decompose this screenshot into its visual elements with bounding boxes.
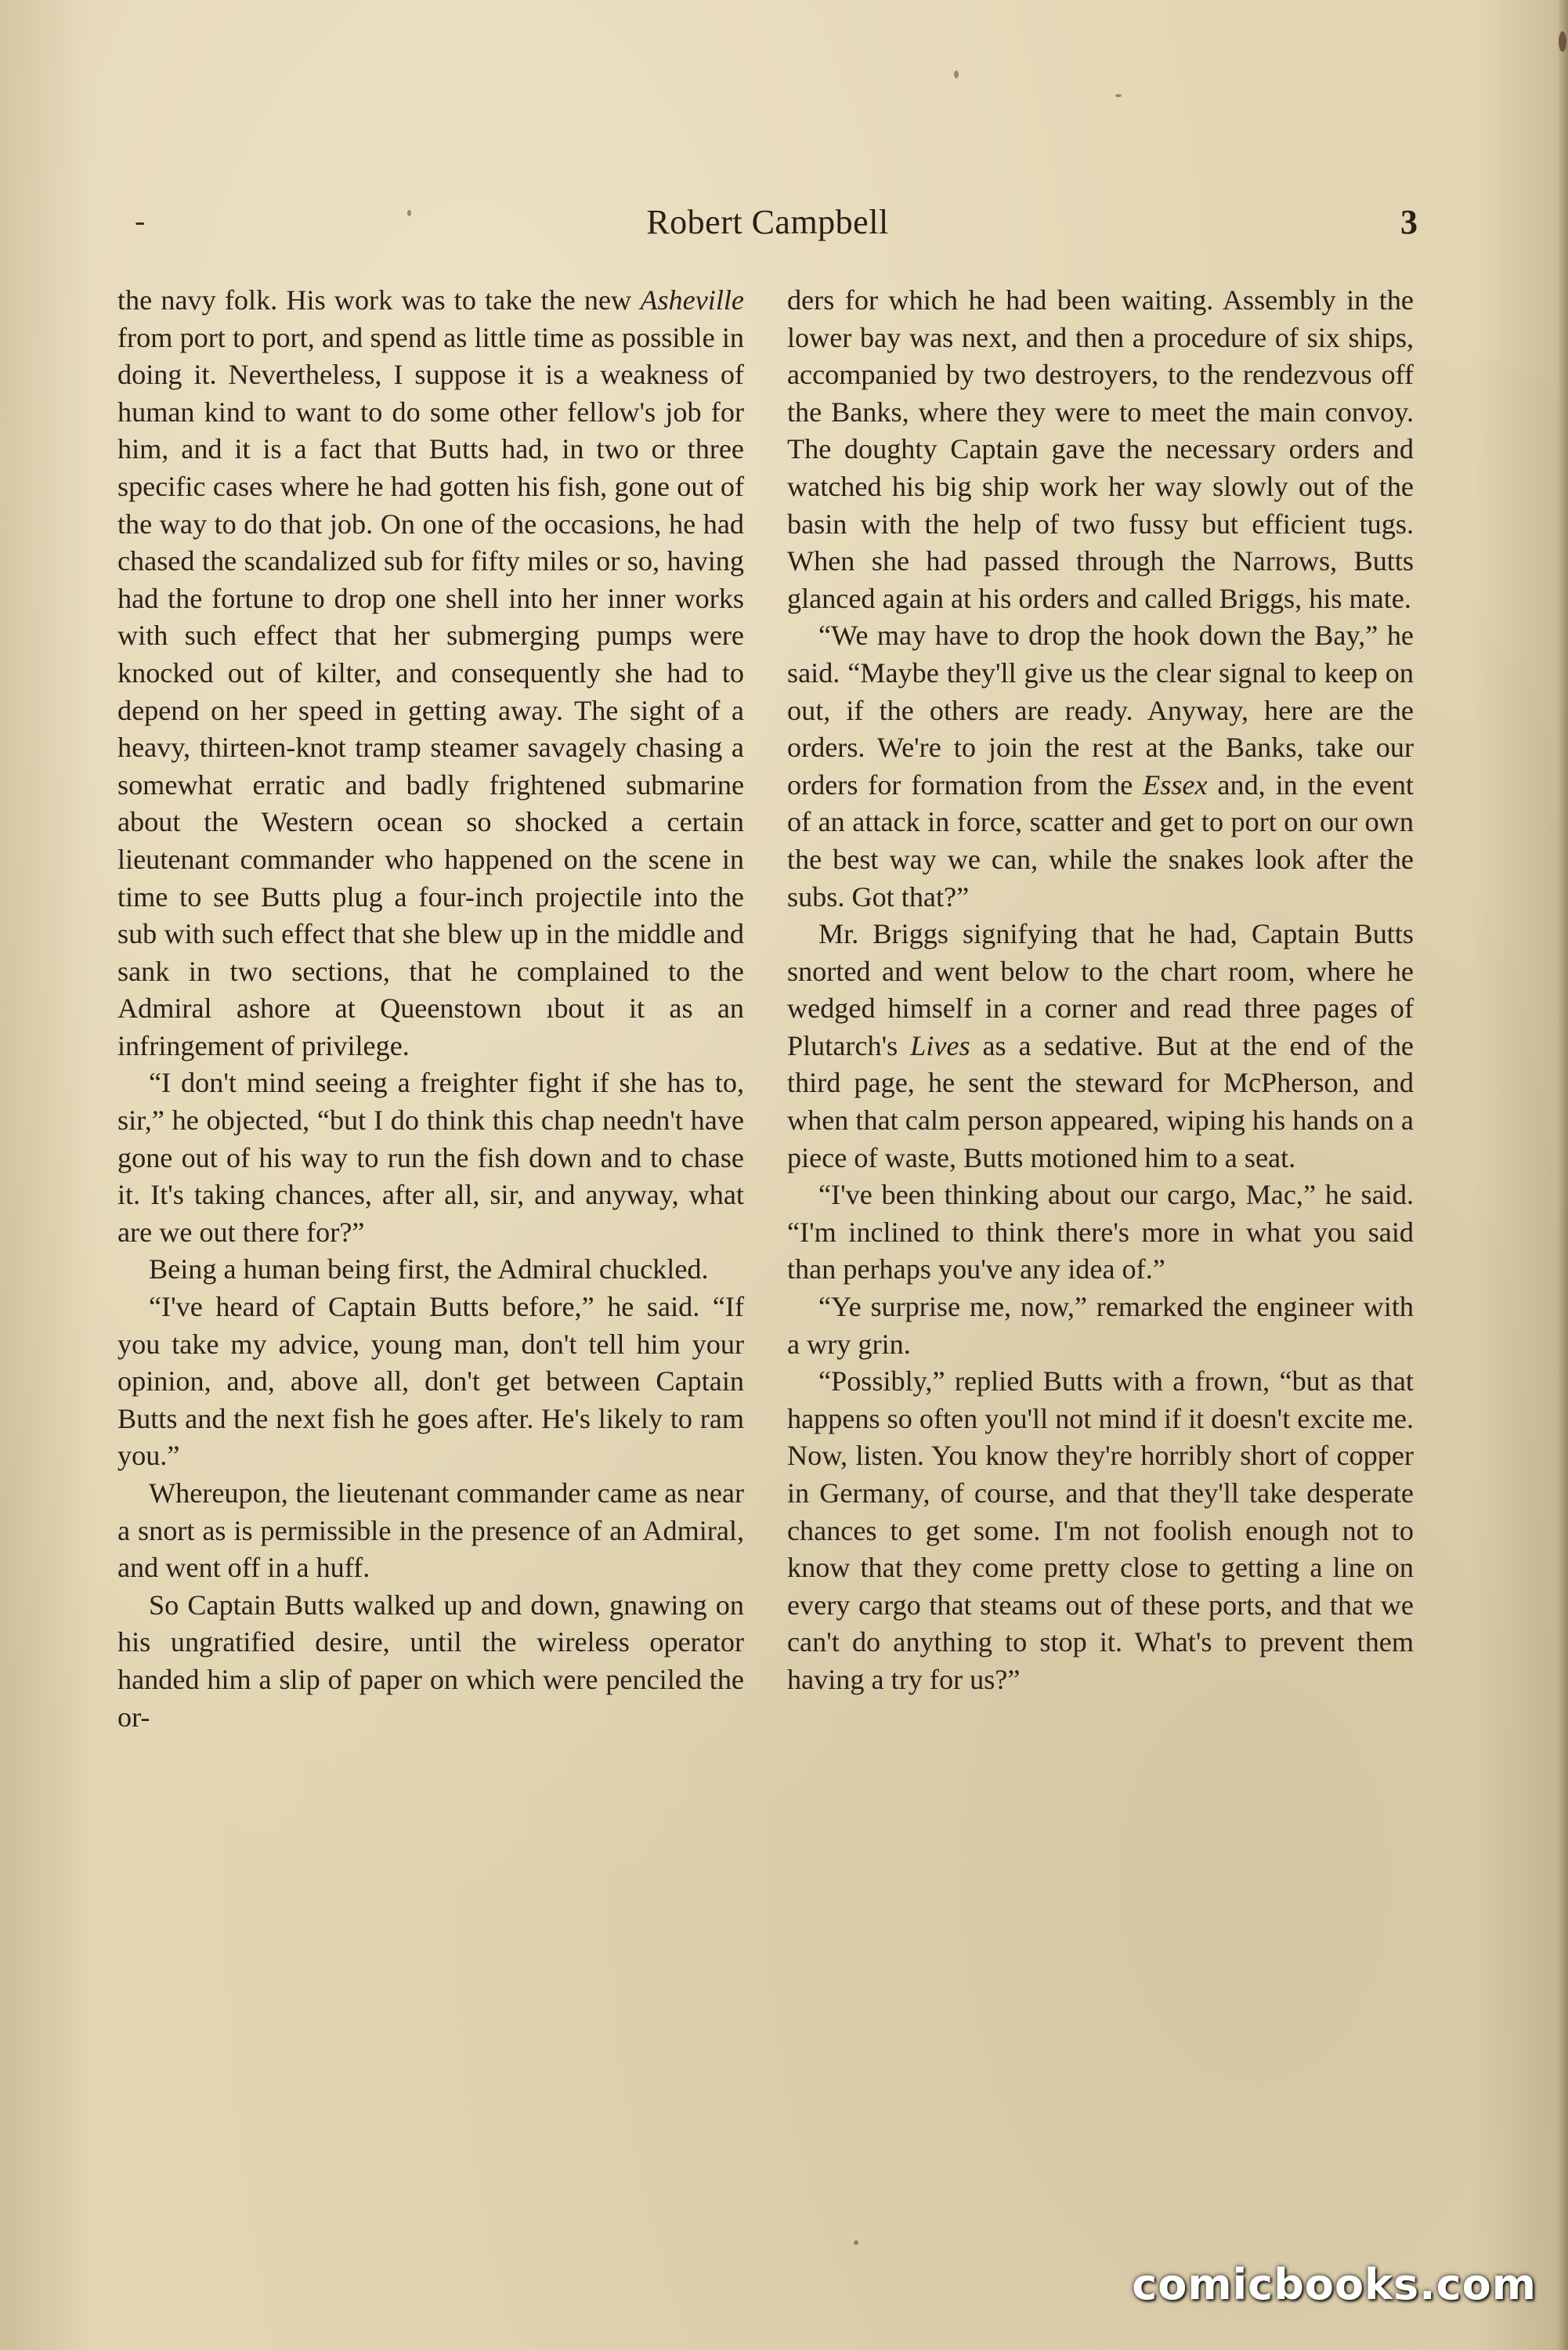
paper-speck (1559, 31, 1566, 52)
running-head-title: Robert Campbell (646, 203, 889, 241)
paragraph: “Possibly,” replied Butts with a frown, “but as that happens so often you'll not mind if it doesn't excite me. Now, listen. You know they're horribly short of copper in Germany, of course, and that they'll take desperate chances to get some. I'm not foolish enough not to know that they come pretty close to getting a line on every cargo that steams out of these ports, and that we can't do anything to stop it. What's to prevent them having a try for us?” (787, 1365, 1414, 1695)
italic-title: Essex (1143, 768, 1208, 801)
paragraph: “I've been thinking about our cargo, Mac,” he said. “I'm inclined to think there's more in what you said than perhaps you've any idea of.” (787, 1179, 1414, 1285)
header-mark: - (135, 203, 146, 238)
left-text-column (117, 282, 744, 1736)
paragraph: the navy folk. His work was to take the new Asheville from port to port, and spend as little time as possible in doing it. Nevertheless, I suppose it is a weakness of human kind to want to do some other fellow's job for him, and it is a fact that Butts had, in two or three specific cases where he had gotten his fish, gone out of the way to do that job. On one of the occasions, he had chased the scandalized sub for fifty miles or so, having had the fortune to drop one shell into her inner works with such effect that her submerging pumps were knocked out of kilter, and consequently she had to depend on her speed in getting away. The sight of a heavy, thirteen-knot tramp steamer savagely chasing a somewhat erratic and badly frightened submarine about the Western ocean so shocked a certain lieutenant commander who happened on the scene in time to see Butts plug a four-inch projectile into the sub with such effect that she blew up in the middle and sank in two sections, that he complained to the Admiral ashore at Queenstown ıbout it as an infringement of privilege. (117, 284, 744, 1061)
paragraph: Mr. Briggs signifying that he had, Captain Butts snorted and went below to the chart room, where he wedged himself in a corner and read three pages of Plutarch's Lives as a sedative. But at the end of the third page, he sent the steward for McPherson, and when that calm person appeared, wiping his hands on a piece of waste, Butts motioned him to a seat. (787, 918, 1414, 1173)
italic-title: Lives (910, 1029, 970, 1061)
page-edge-shadow (1557, 0, 1568, 2350)
right-text-column (787, 282, 1414, 1699)
page-number: 3 (1400, 203, 1418, 241)
italic-title: Asheville (640, 284, 744, 316)
paper-speck (854, 2240, 858, 2245)
paper-speck (407, 210, 411, 216)
paragraph: “I don't mind seeing a freighter fight if she has to, sir,” he objected, “but I do think this chap needn't have gone out of his way to run the fish down and to chase it. It's taking chances, after all, sir, and anyway, what are we out there for?” (117, 1067, 744, 1248)
paragraph: Whereupon, the lieutenant commander came as near a snort as is permissible in the presence of an Admiral, and went off in a huff. (117, 1477, 744, 1584)
running-header (117, 202, 1418, 249)
site-watermark: comicbooks.com (1132, 2260, 1537, 2309)
paper-speck (1115, 94, 1122, 97)
paper-speck (954, 70, 959, 78)
paragraph: Being a human being first, the Admiral chuckled. (149, 1253, 709, 1285)
paragraph: So Captain Butts walked up and down, gnawing on his ungratified desire, until the wireless operator handed him a slip of paper on which were penciled the or- (117, 1589, 744, 1733)
paragraph: “We may have to drop the hook down the Bay,” he said. “Maybe they'll give us the clear signal to keep on out, if the others are ready. Anyway, here are the orders. We're to join the rest at the Banks, take our orders for formation from the Essex and, in the event of an attack in force, scatter and get to port on our own the best way we can, while the snakes look after the subs. Got that?” (787, 620, 1414, 913)
paragraph: “Ye surprise me, now,” remarked the engineer with a wry grin. (787, 1291, 1414, 1360)
paragraph: ders for which he had been waiting. Assembly in the lower bay was next, and then a procedure of six ships, accompanied by two destroyers, to the rendezvous off the Banks, where they were to meet the main convoy. The doughty Captain gave the necessary orders and watched his big ship work her way slowly out of the basin with the help of two fussy but efficient tugs. When she had passed through the Narrows, Butts glanced again at his orders and called Briggs, his mate. (787, 284, 1414, 614)
paragraph: “I've heard of Captain Butts before,” he said. “If you take my advice, young man, don't tell him your opinion, and, above all, don't get between Captain Butts and the next fish he goes after. He's likely to ram you.” (117, 1291, 744, 1472)
